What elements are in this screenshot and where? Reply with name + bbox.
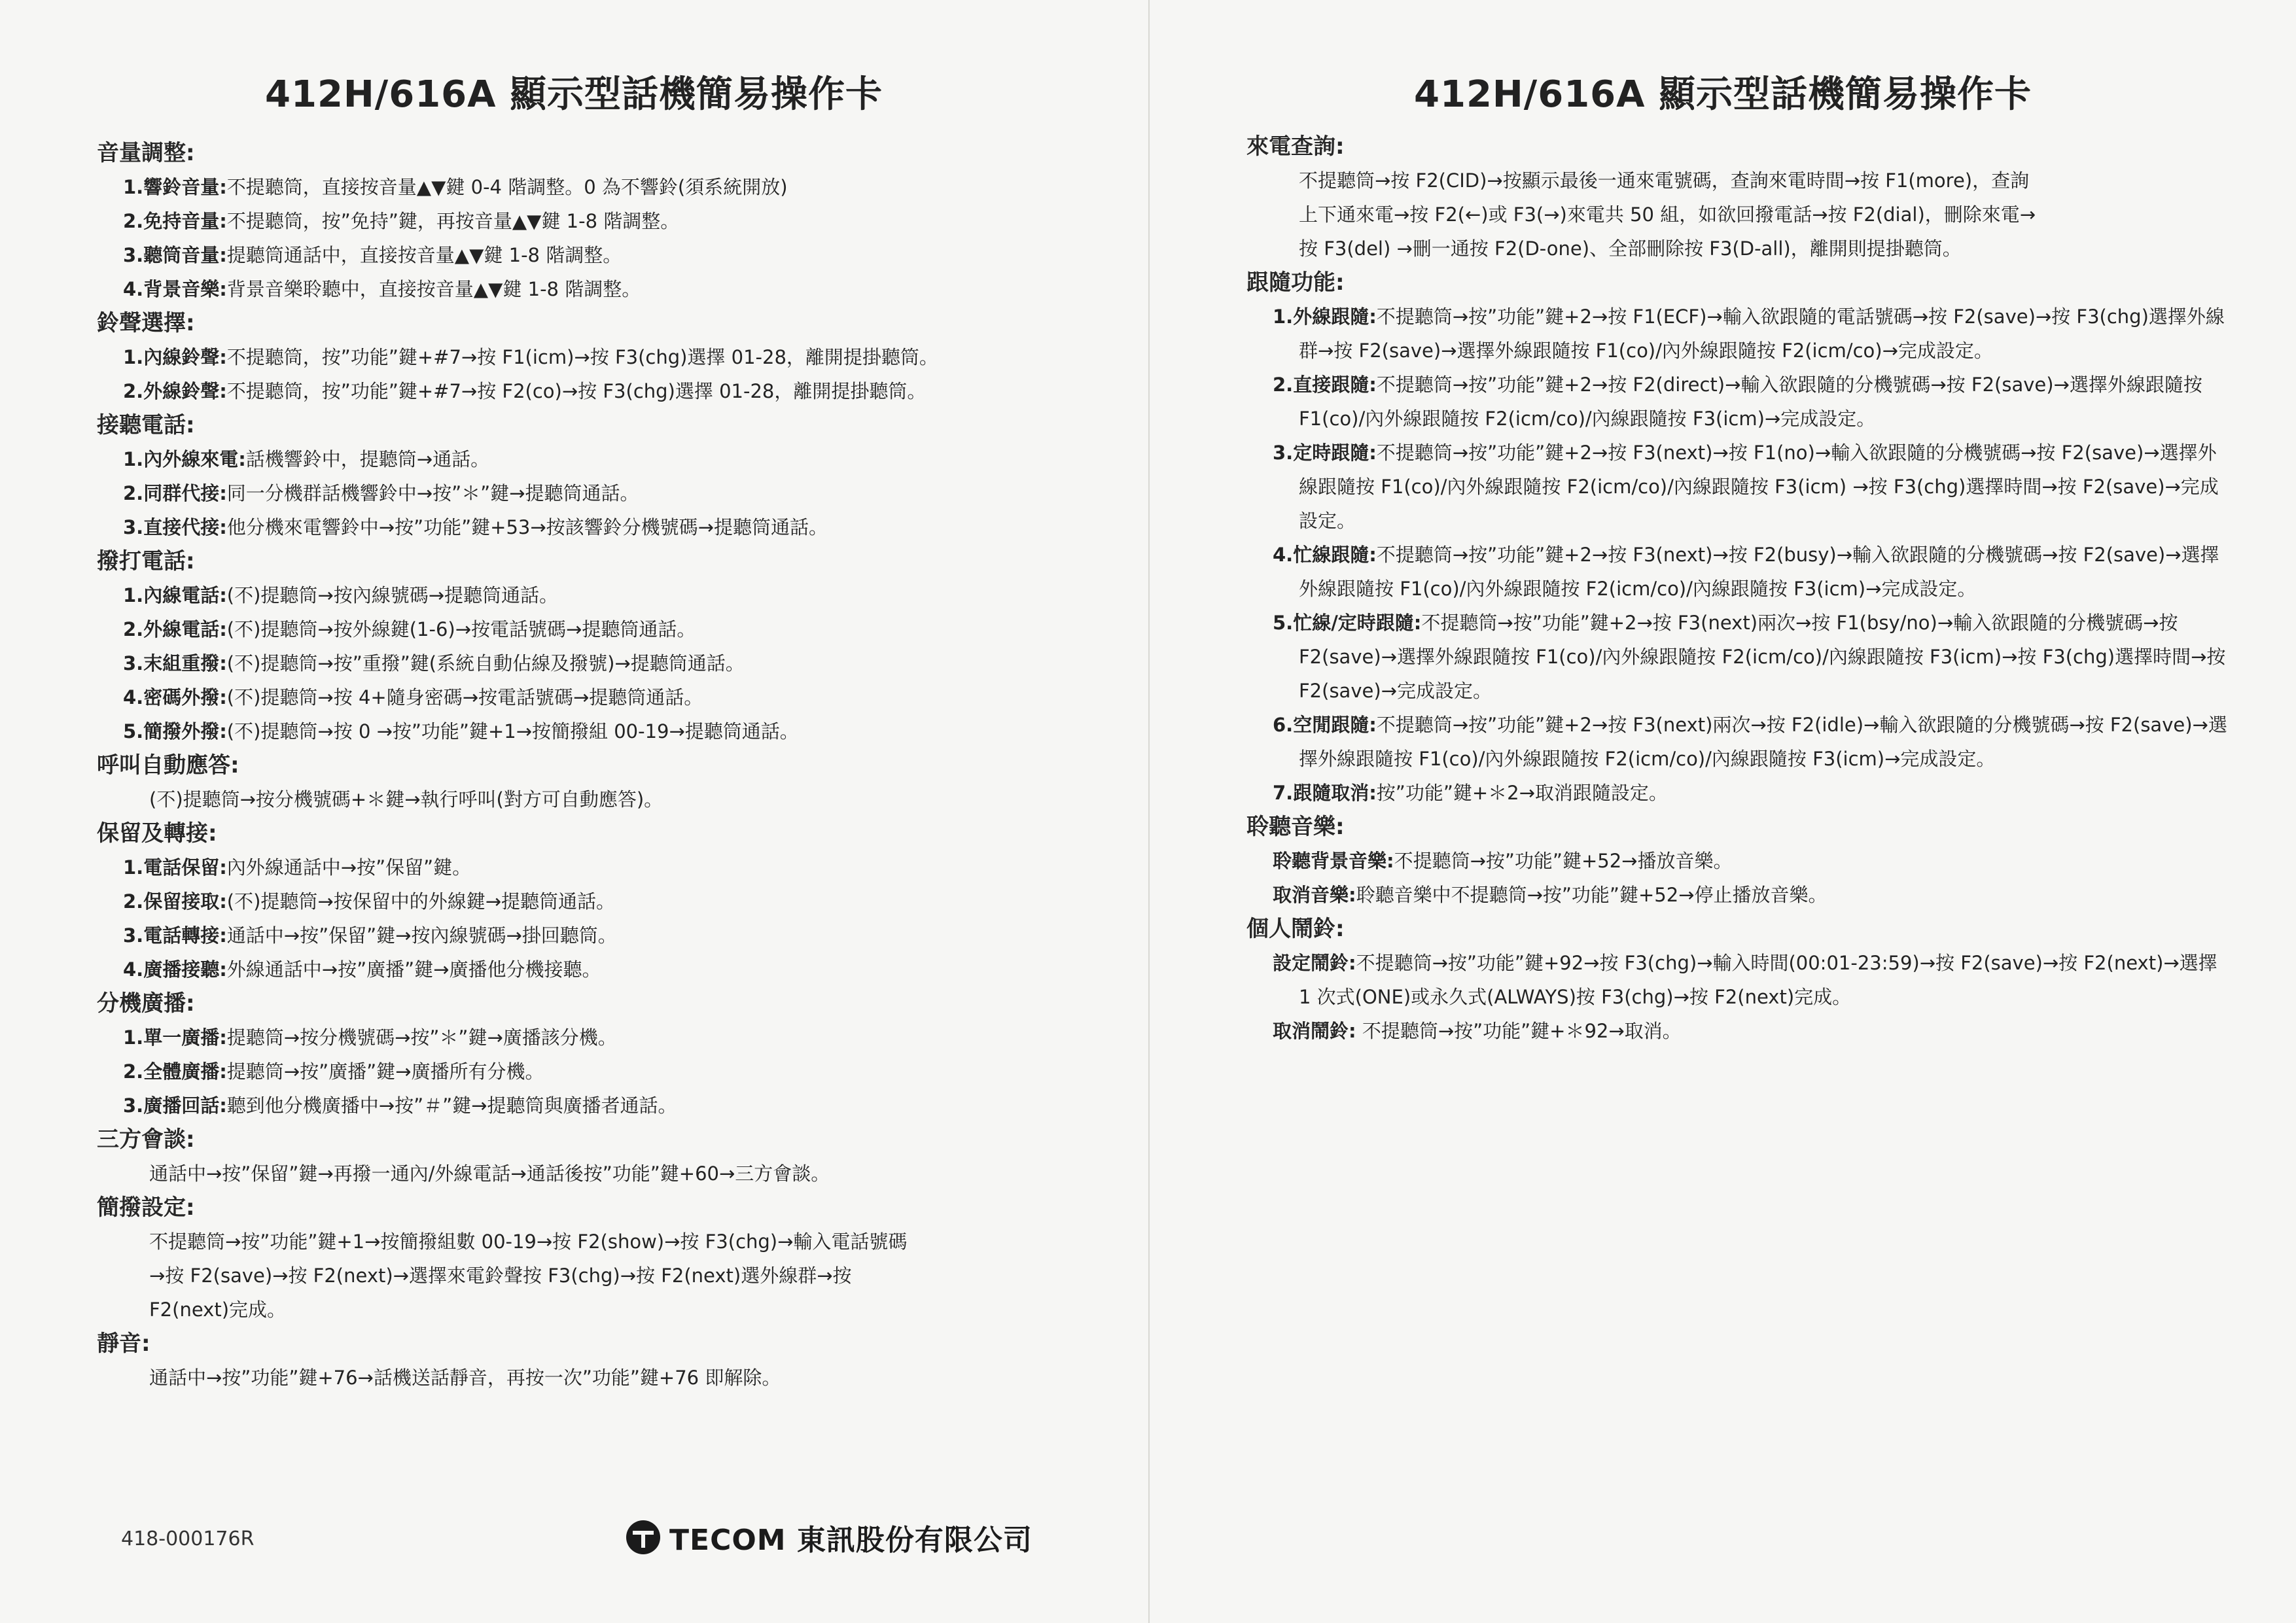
item-text: 背景音樂聆聽中，直接按音量▲▼鍵 1-8 階調整。 — [226, 278, 641, 300]
item-label: 設定鬧鈴: — [1273, 952, 1356, 974]
item-text: 不提聽筒，按”功能”鍵+#7→按 F1(icm)→按 F3(chg)選擇 01-28，離開提掛聽筒。 — [226, 346, 938, 368]
item-label: 1.內外線來電: — [123, 448, 246, 470]
item-label: 2.外線鈴聲: — [123, 380, 227, 402]
list-item — [1273, 776, 2228, 810]
item-label: 3.直接代接: — [123, 516, 227, 538]
paragraph-line: 通話中→按”保留”鍵→再撥一通內/外線電話→通話後按”功能”鍵+60→三方會談。 — [149, 1162, 830, 1185]
item-label: 4.忙線跟隨: — [1273, 544, 1377, 566]
item-label: 1.內線電話: — [123, 584, 227, 606]
list-item — [123, 204, 1072, 238]
item-text: 按”功能”鍵+＊2→取消跟隨設定。 — [1376, 782, 1668, 804]
right-page — [1148, 0, 2296, 1623]
item-text: 不提聽筒→按”功能”鍵+2→按 F2(direct)→輸入欲跟隨的分機號碼→按 F2(save)→選擇外線跟隨按 F1(co)/內外線跟隨按 F2(icm/co)/內線跟隨按 F3(icm)→完成設定。 — [1299, 374, 2202, 430]
item-text: (不)提聽筒→按外線鍵(1-6)→按電話號碼→提聽筒通話。 — [226, 618, 696, 640]
section-hold-transfer — [97, 816, 1072, 986]
page-title: 412H/616A 顯示型話機簡易操作卡 — [1414, 73, 2032, 116]
document-code: 418-000176R — [121, 1527, 255, 1550]
item-text: 不提聽筒→按”功能”鍵+2→按 F3(next)兩次→按 F1(bsy/no)→輸入欲跟隨的分機號碼→按 F2(save)→選擇外線跟隨按 F1(co)/內外線跟隨按 F2(icm/co)/內線跟隨按 F3(icm)→按 F3(chg)選擇時間→按 F2(save)→完成設定。 — [1299, 612, 2226, 702]
item-text: 不提聽筒，按”免持”鍵，再按音量▲▼鍵 1-8 階調整。 — [226, 210, 680, 232]
list-item — [123, 850, 1072, 884]
item-label: 3.聽筒音量: — [123, 244, 227, 266]
paragraph-line: 按 F3(del) →刪一通按 F2(D-one)、全部刪除按 F3(D-all)，離開則提掛聽筒。 — [1299, 237, 1962, 260]
item-text: 提聽筒通話中，直接按音量▲▼鍵 1-8 階調整。 — [226, 244, 622, 266]
item-label: 4.背景音樂: — [123, 278, 227, 300]
section-music — [1246, 810, 2228, 912]
item-label: 5.簡撥外撥: — [123, 720, 227, 742]
item-label: 1.響鈴音量: — [123, 176, 227, 198]
list-item — [123, 646, 1072, 680]
item-text: (不)提聽筒→按 4+隨身密碼→按電話號碼→提聽筒通話。 — [226, 686, 703, 708]
item-text: (不)提聽筒→按”重撥”鍵(系統自動佔線及撥號)→提聽筒通話。 — [226, 652, 745, 674]
list-item — [123, 1021, 1072, 1055]
item-label: 3.定時跟隨: — [1273, 442, 1377, 464]
item-text: 外線通話中→按”廣播”鍵→廣播他分機接聽。 — [226, 958, 601, 981]
section-title: 簡撥設定: — [97, 1195, 195, 1221]
item-text: 不提聽筒→按”功能”鍵+2→按 F3(next)→按 F1(no)→輸入欲跟隨的分機號碼→按 F2(save)→選擇外線跟隨按 F1(co)/內外線跟隨按 F2(icm/co)/內線跟隨按 F3(icm) →按 F3(chg)選擇時間→按 F2(save)→完成設定。 — [1299, 442, 2219, 532]
section-title: 三方會談: — [97, 1126, 195, 1153]
item-label: 3.廣播回話: — [123, 1094, 227, 1117]
section-title: 跟隨功能: — [1246, 270, 1345, 296]
list-item — [123, 714, 1072, 748]
list-item — [123, 1089, 1072, 1123]
item-text: 不提聽筒→按”功能”鍵+52→播放音樂。 — [1394, 850, 1733, 872]
section-speed-dial — [97, 1191, 1072, 1327]
paragraph-line: 不提聽筒→按 F2(CID)→按顯示最後一通來電號碼，查詢來電時間→按 F1(more)，查詢 — [1299, 169, 2030, 192]
item-text: 不提聽筒→按”功能”鍵+＊92→取消。 — [1356, 1020, 1682, 1042]
item-label: 5.忙線/定時跟隨: — [1273, 612, 1422, 634]
item-label: 3.電話轉接: — [123, 924, 227, 947]
list-item — [123, 340, 1072, 374]
company-brand — [625, 1516, 1033, 1558]
list-item — [1273, 1014, 2228, 1048]
brand-name: TECOM 東訊股份有限公司 — [669, 1524, 1033, 1557]
section-title: 接聽電話: — [97, 412, 195, 438]
list-item — [123, 1055, 1072, 1089]
section-title: 呼叫自動應答: — [97, 752, 239, 778]
list-item — [1273, 606, 2228, 708]
list-item — [123, 952, 1072, 986]
section-title: 聆聽音樂: — [1246, 814, 1345, 840]
list-item — [123, 170, 1072, 204]
item-label: 4.密碼外撥: — [123, 686, 227, 708]
item-text: 不提聽筒→按”功能”鍵+92→按 F3(chg)→輸入時間(00:01-23:59)→按 F2(save)→按 F2(next)→選擇 1 次式(ONE)或永久式(ALWAYS)按 F3(chg)→按 F2(next)完成。 — [1299, 952, 2217, 1008]
section-caller-id — [1246, 130, 2228, 266]
section-answer — [97, 408, 1072, 544]
item-label: 2.外線電話: — [123, 618, 227, 640]
list-item — [1273, 538, 2228, 606]
item-label: 6.空閒跟隨: — [1273, 714, 1377, 736]
item-label: 1.電話保留: — [123, 856, 227, 879]
item-text: 話機響鈴中，提聽筒→通話。 — [245, 448, 490, 470]
paragraph-line: (不)提聽筒→按分機號碼+＊鍵→執行呼叫(對方可自動應答)。 — [149, 788, 663, 811]
section-alarm — [1246, 912, 2228, 1048]
item-label: 1.內線鈴聲: — [123, 346, 227, 368]
paragraph-line: →按 F2(save)→按 F2(next)→選擇來電鈴聲按 F3(chg)→按 F2(next)選外線群→按 — [149, 1265, 852, 1287]
right-content — [1246, 130, 2228, 1048]
item-text: 不提聽筒→按”功能”鍵+2→按 F3(next)→按 F2(busy)→輸入欲跟隨的分機號碼→按 F2(save)→選擇外線跟隨按 F1(co)/內外線跟隨按 F2(icm/co)/內線跟隨按 F3(icm)→完成設定。 — [1299, 544, 2219, 600]
item-label: 3.末組重撥: — [123, 652, 227, 674]
list-item — [123, 272, 1072, 306]
item-label: 4.廣播接聽: — [123, 958, 227, 981]
item-label: 取消音樂: — [1273, 884, 1356, 906]
section-mute — [97, 1327, 1072, 1395]
section-volume — [97, 136, 1072, 306]
item-label: 2.全體廣播: — [123, 1060, 227, 1083]
item-text: 聽到他分機廣播中→按”＃”鍵→提聽筒與廣播者通話。 — [226, 1094, 677, 1117]
section-title: 音量調整: — [97, 140, 195, 166]
item-text: 內外線通話中→按”保留”鍵。 — [226, 856, 472, 879]
list-item — [123, 374, 1072, 408]
item-label: 1.外線跟隨: — [1273, 305, 1377, 328]
section-dial — [97, 544, 1072, 748]
list-item — [1273, 368, 2228, 436]
section-title: 撥打電話: — [97, 548, 195, 574]
list-item — [1273, 708, 2228, 776]
item-text: (不)提聽筒→按保留中的外線鍵→提聽筒通話。 — [226, 890, 616, 913]
list-item — [1273, 300, 2228, 368]
item-text: 通話中→按”保留”鍵→按內線號碼→掛回聽筒。 — [226, 924, 617, 947]
section-paging — [97, 986, 1072, 1123]
list-item — [123, 578, 1072, 612]
item-text: (不)提聽筒→按 0 →按”功能”鍵+1→按簡撥組 00-19→提聽筒通話。 — [226, 720, 799, 742]
list-item — [123, 884, 1072, 918]
item-text: 同一分機群話機響鈴中→按”＊”鍵→提聽筒通話。 — [226, 482, 639, 504]
item-label: 取消鬧鈴: — [1273, 1020, 1356, 1042]
list-item — [123, 680, 1072, 714]
paragraph-line: 不提聽筒→按”功能”鍵+1→按簡撥組數 00-19→按 F2(show)→按 F3(chg)→輸入電話號碼 — [149, 1230, 908, 1253]
list-item — [123, 510, 1072, 544]
item-label: 2.免持音量: — [123, 210, 227, 232]
item-text: 不提聽筒，按”功能”鍵+#7→按 F2(co)→按 F3(chg)選擇 01-28，離開提掛聽筒。 — [226, 380, 927, 402]
paragraph-line: 通話中→按”功能”鍵+76→話機送話靜音，再按一次”功能”鍵+76 即解除。 — [149, 1367, 781, 1389]
section-title: 保留及轉接: — [97, 820, 217, 846]
item-label: 2.同群代接: — [123, 482, 227, 504]
section-auto-answer — [97, 748, 1072, 816]
list-item — [1273, 436, 2228, 538]
page-title: 412H/616A 顯示型話機簡易操作卡 — [265, 73, 883, 116]
item-label: 1.單一廣播: — [123, 1026, 227, 1049]
item-text: 提聽筒→按”廣播”鍵→廣播所有分機。 — [226, 1060, 544, 1083]
section-title: 靜音: — [97, 1331, 150, 1357]
paragraph-line: F2(next)完成。 — [149, 1299, 287, 1321]
item-text: 提聽筒→按分機號碼→按”＊”鍵→廣播該分機。 — [226, 1026, 617, 1049]
item-text: 不提聽筒→按”功能”鍵+2→按 F3(next)兩次→按 F2(idle)→輸入欲跟隨的分機號碼→按 F2(save)→選擇外線跟隨按 F1(co)/內外線跟隨按 F2(icm/co)/內線跟隨按 F3(icm)→完成設定。 — [1299, 714, 2227, 770]
item-label: 聆聽背景音樂: — [1273, 850, 1394, 872]
section-title: 來電查詢: — [1246, 133, 1345, 160]
item-label: 2.保留接取: — [123, 890, 227, 913]
section-call-forward — [1246, 266, 2228, 810]
list-item — [1273, 844, 2228, 878]
item-text: 不提聽筒→按”功能”鍵+2→按 F1(ECF)→輸入欲跟隨的電話號碼→按 F2(save)→按 F3(chg)選擇外線群→按 F2(save)→選擇外線跟隨按 F1(co)/內外線跟隨按 F2(icm/co)→完成設定。 — [1299, 305, 2225, 362]
section-title: 鈴聲選擇: — [97, 310, 195, 336]
left-content — [97, 136, 1072, 1395]
item-label: 2.直接跟隨: — [1273, 374, 1377, 396]
list-item — [123, 612, 1072, 646]
item-text: 聆聽音樂中不提聽筒→按”功能”鍵+52→停止播放音樂。 — [1356, 884, 1828, 906]
tecom-logo-icon — [625, 1519, 662, 1556]
list-item — [1273, 946, 2228, 1014]
list-item — [123, 238, 1072, 272]
list-item — [1273, 878, 2228, 912]
item-text: 他分機來電響鈴中→按”功能”鍵+53→按該響鈴分機號碼→提聽筒通話。 — [226, 516, 828, 538]
list-item — [123, 442, 1072, 476]
section-ringtone — [97, 306, 1072, 408]
section-conference — [97, 1123, 1072, 1191]
section-title: 個人鬧鈴: — [1246, 916, 1345, 942]
paragraph-line: 上下通來電→按 F2(←)或 F3(→)來電共 50 組，如欲回撥電話→按 F2(dial)，刪除來電→ — [1299, 203, 2036, 226]
item-text: 不提聽筒，直接按音量▲▼鍵 0-4 階調整。0 為不響鈴(須系統開放) — [226, 176, 788, 198]
list-item — [123, 476, 1072, 510]
list-item — [123, 918, 1072, 952]
item-text: (不)提聽筒→按內線號碼→提聽筒通話。 — [226, 584, 559, 606]
item-label: 7.跟隨取消: — [1273, 782, 1377, 804]
section-title: 分機廣播: — [97, 990, 195, 1017]
